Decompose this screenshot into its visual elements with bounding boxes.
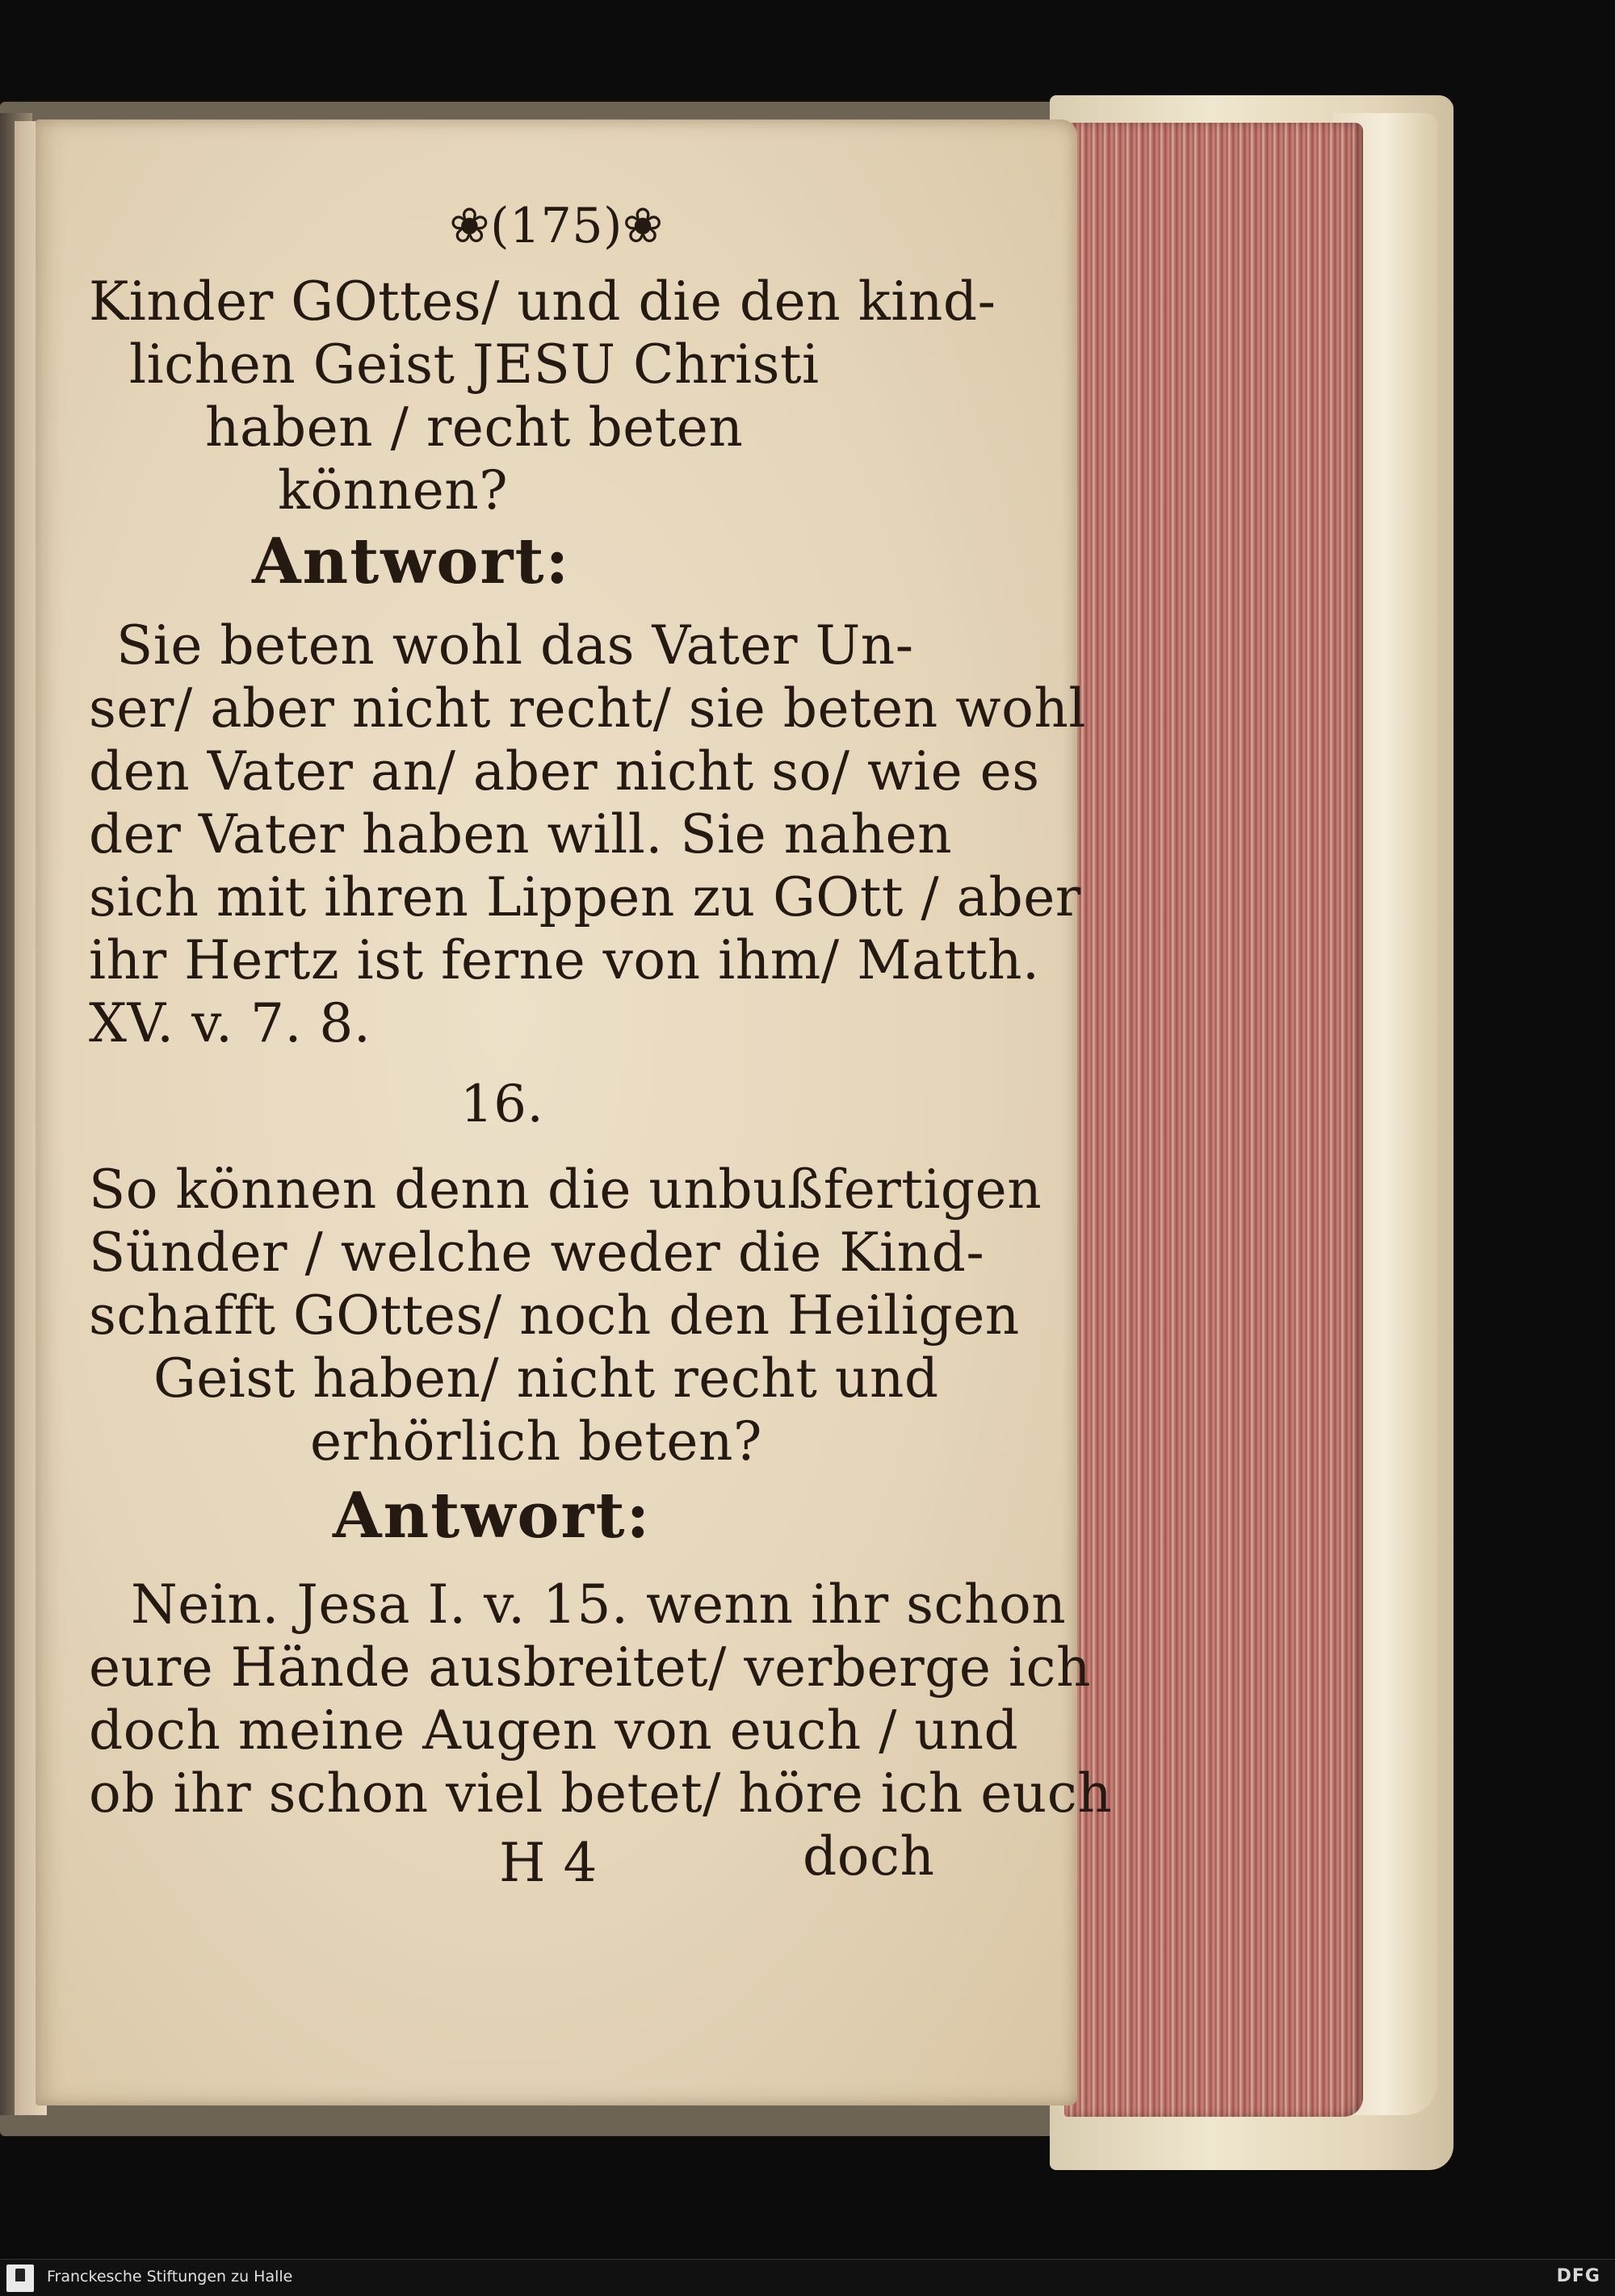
text-line: der Vater haben will. Sie nahen bbox=[89, 803, 953, 865]
institution-name: Franckesche Stiftungen zu Halle bbox=[47, 2268, 293, 2286]
section-heading-antwort: Antwort: bbox=[252, 525, 571, 598]
section-heading-antwort: Antwort: bbox=[333, 1479, 652, 1552]
text-line: schafft GOttes/ noch den Heiligen bbox=[89, 1284, 1020, 1347]
text-line: Nein. Jesa I. v. 15. wenn ihr schon bbox=[131, 1573, 1067, 1636]
text-line: ob ihr schon viel betet/ höre ich euch bbox=[89, 1762, 1113, 1825]
text-line: Sie beten wohl das Vater Un- bbox=[116, 614, 914, 677]
text-line: ser/ aber nicht recht/ sie beten wohl bbox=[89, 677, 1087, 739]
text-line: XV. v. 7. 8. bbox=[89, 992, 371, 1054]
text-line: eure Hände ausbreitet/ verberge ich bbox=[89, 1636, 1091, 1699]
text-line: Geist haben/ nicht recht und bbox=[153, 1347, 939, 1410]
text-line: Sünder / welche weder die Kind- bbox=[89, 1221, 985, 1284]
catchword: doch bbox=[803, 1825, 935, 1887]
text-line: können? bbox=[278, 459, 509, 522]
text-line: doch meine Augen von euch / und bbox=[89, 1699, 1019, 1762]
text-line: den Vater an/ aber nicht so/ wie es bbox=[89, 740, 1040, 802]
text-line: ihr Hertz ist ferne von ihm/ Matth. bbox=[89, 929, 1040, 991]
signature-mark: H 4 bbox=[499, 1832, 598, 1894]
question-number: 16. bbox=[460, 1075, 544, 1134]
text-line: lichen Geist JESU Christi bbox=[129, 333, 820, 396]
dfg-logo-icon: DFG bbox=[1556, 2266, 1600, 2286]
text-line: Kinder GOttes/ und die den kind- bbox=[89, 270, 996, 333]
page-text bbox=[36, 119, 1113, 2105]
text-line: So können denn die unbußfertigen bbox=[89, 1158, 1042, 1221]
text-line: erhörlich beten? bbox=[310, 1410, 762, 1473]
page-header: ❀(175)❀ bbox=[449, 198, 664, 254]
book-page bbox=[36, 119, 1113, 2105]
text-line: sich mit ihren Lippen zu GOtt / aber bbox=[89, 866, 1081, 928]
institution-logo-icon bbox=[6, 2265, 34, 2292]
footer-bar bbox=[0, 2259, 1615, 2296]
text-line: haben / recht beten bbox=[205, 396, 744, 459]
